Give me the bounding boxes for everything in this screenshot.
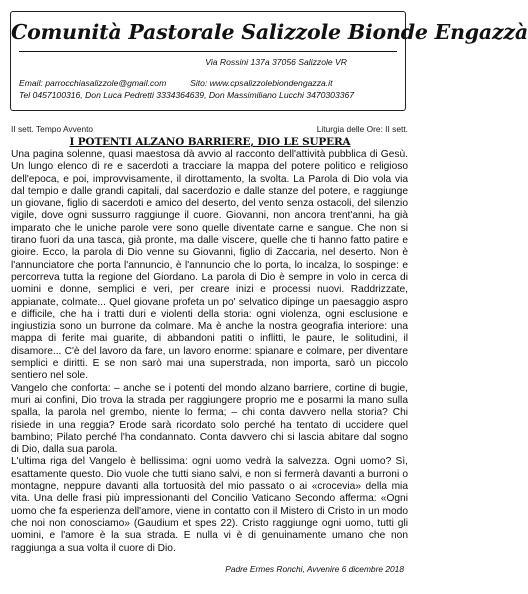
- liturgy-hours: Liturgia delle Ore: II sett.: [316, 124, 408, 134]
- email-site-line: Email: parrocchiasalizzole@gmail.com Sito: www.cpsalizzolebiondengazza.it: [19, 78, 333, 88]
- community-title: Comunità Pastorale Salizzole Bionde Engazzà: [11, 20, 528, 44]
- article-signature: Padre Ermes Ronchi, Avvenire 6 dicembre 2018: [225, 564, 404, 574]
- header-box: [10, 11, 528, 111]
- contacts-block: [19, 78, 354, 101]
- article-body: [11, 149, 408, 555]
- article-paragraph: Una pagina solenne, quasi maestosa dà avvio al racconto dell'attività pubblica di Gesù. Un lungo elenco di re e sacerdoti a tracciare la mappa del potere politico e religioso dell'epoca, e poi, improvvisamente, il dirottamento, la svolta. La Parola di Dio vola via dal tempio e dalle grandi capitali, dal sacerdozio e dalle stanze del potere, e raggiunge un giovane, figlio di sacerdoti e amico del deserto, del vento senza ostacoli, del silenzio vigile, dove ogni sussurro raggiunge il cuore. Giovanni, non ancora trent'anni, ha già imparato che le uniche parole vere sono quelle diventate carne e sangue. Che non si tirano fuori da una tasca, già pronte, ma dalle viscere, quelle che ti hanno fatto patire e gioire. Ecco, la parola di Dio venne su Giovanni, figlio di Zaccaria, nel deserto. Non è l'annunciatore che porta l'annuncio, è l'annuncio che lo porta, lo incalza, lo sospinge: e percorreva tutta la regione del Giordano. La parola di Dio è sempre in volo in cerca di uomini e donne, semplici e veri, per creare inizi e processi nuovi. Raddrizzate, appianate, colmate... Quel giovane profeta un po' selvatico dipinge un paesaggio aspro e difficile, che ha i tratti duri e violenti della storia: ogni violenza, ogni esclusione e ingiustizia sono un burrone da colmare. Ma è anche la nostra geografia interiore: una mappa di ferite mai guarite, di abbandoni patiti o inflitti, le paure, le solitudini, il disamore... C'è del lavoro da fare, un lavoro enorme: spianare e colmare, per diventare semplici e diritti. E se non sarò mai una superstrada, non importa, sarò un piccolo sentiero nel sole.: [11, 149, 408, 382]
- phone-line: Tel 0457100316, Don Luca Pedretti 3334364639, Don Massimiliano Lucchi 3470303367: [19, 89, 355, 100]
- article-paragraph: L'ultima riga del Vangelo è bellissima: ogni uomo vedrà la salvezza. Ogni uomo? Sì, esattamente questo. Dio vuole che tutti siano salvi, e non si fermerà davanti a burroni o montagne, neppure davanti alla tortuosità del mio passato o ai «crocevia» della mia vita. Una delle frasi più impressionanti del Concilio Vaticano Secondo afferma: «Ogni uomo che fa esperienza dell'amore, viene in contatto con il Mistero di Cristo in un modo che noi non conosciamo» (Gaudium et spes 22). Cristo raggiunge ogni uomo, tutti gli uomini, e l'amore è la sua strada. E nulla vi è di genuinamente umano che non raggiunga a sua volta il cuore di Dio.: [11, 456, 408, 554]
- address-line: Via Rossini 137a 37056 Salizzole VR: [205, 57, 347, 67]
- article-paragraph: Vangelo che conforta: – anche se i potenti del mondo alzano barriere, cortine di bugie, muri ai confini, Dio trova la strada per raggiungere proprio me e posarmi la mano sulla spalla, la parola nel grembo, niente lo ferma; – chi conta davvero nella storia? Chi risiede in una reggia? Erode sarà ricordato solo perché ha tentato di uccidere quel bambino; Pilato perché l'ha condannato. Conta davvero chi si lascia abitare dal sogno di Dio, dalla sua parola.: [11, 382, 408, 456]
- article-title: I POTENTI ALZANO BARRIERE, DIO LE SUPERA: [69, 136, 351, 148]
- header-divider: [19, 51, 397, 52]
- liturgical-week: II sett. Tempo Avvento: [11, 124, 94, 134]
